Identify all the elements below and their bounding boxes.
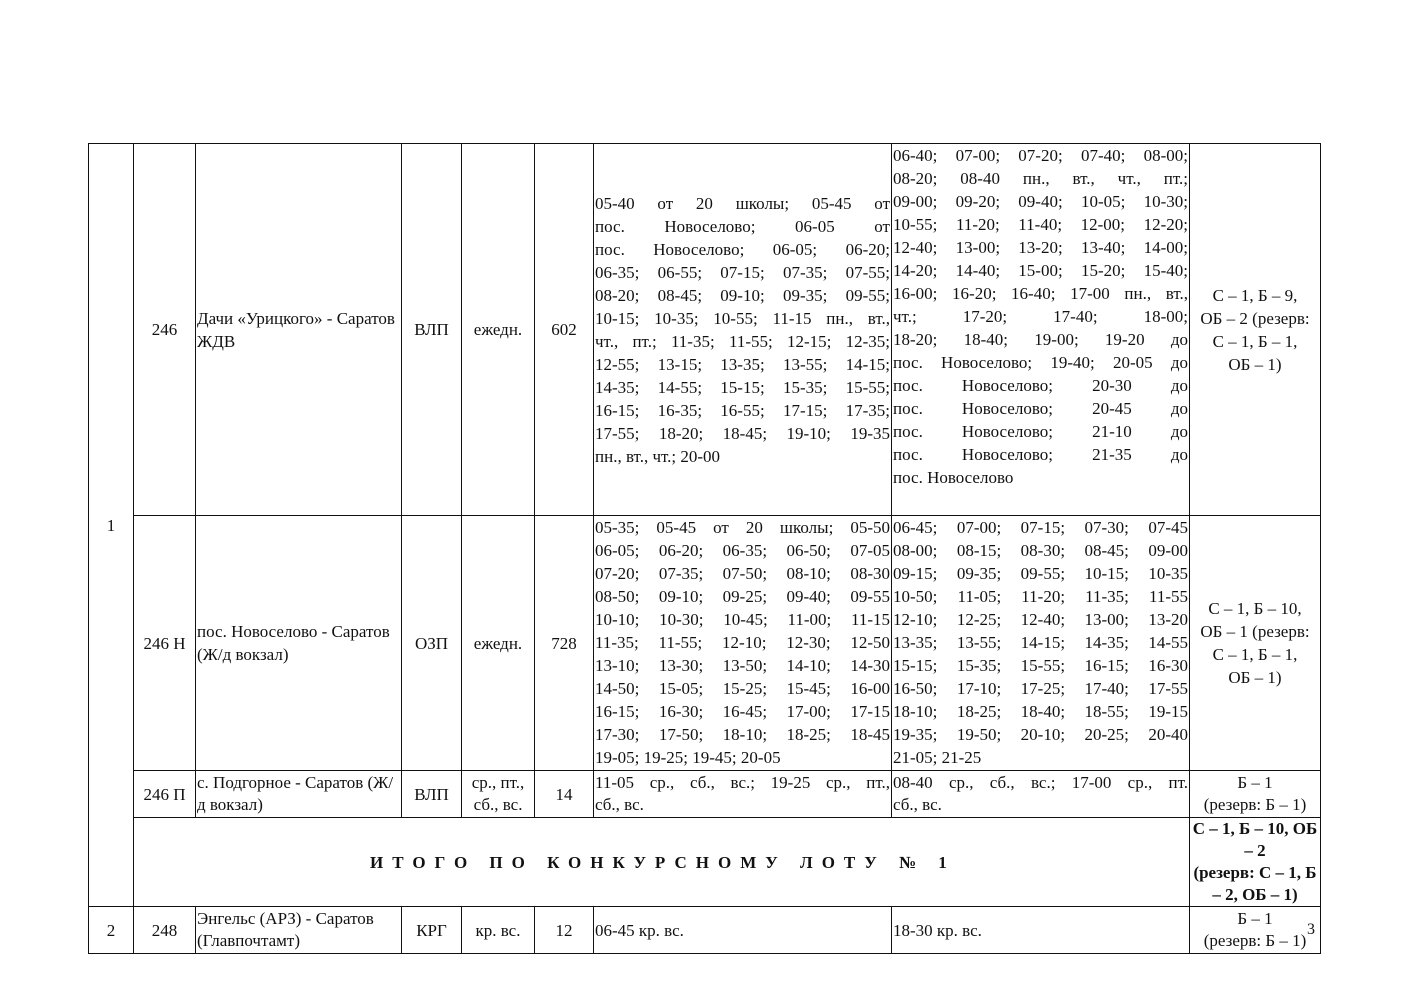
route-kind-cell: ОЗП [402, 516, 462, 771]
timetable-line: 21-05; 21-25 [893, 748, 982, 767]
timetable-line: 09-00; 09-20; 09-40; 10-05; 10-30; [893, 192, 1188, 211]
timetable-line: 10-55; 11-20; 11-40; 12-00; 12-20; [893, 215, 1188, 234]
timetable-line: 17-30; 17-50; 18-10; 18-25; 18-45 [595, 725, 890, 744]
departures-to-cell: 18-30 кр. вс. [892, 907, 1190, 954]
route-name-cell: с. Подгорное - Саратов (Ж/д вокзал) [196, 771, 402, 818]
total-label-text: ИТОГО ПО КОНКУРСНОМУ ЛОТУ № 1 [370, 852, 956, 872]
timetable-line: 08-00; 08-15; 08-30; 08-45; 09-00 [893, 541, 1188, 560]
route-kind-cell: ВЛП [402, 771, 462, 818]
days-cell: ежедн. [462, 516, 535, 771]
timetable-line: 16-15; 16-35; 16-55; 17-15; 17-35; [595, 400, 890, 420]
timetable-line: 18-20; 18-40; 19-00; 19-20 до [893, 330, 1188, 349]
timetable-line: 07-20; 07-35; 07-50; 08-10; 08-30 [595, 564, 890, 583]
timetable-line: 06-45; 07-00; 07-15; 07-30; 07-45 [893, 518, 1188, 537]
timetable-line: 05-35; 05-45 от 20 школы; 05-50 [595, 518, 890, 537]
vehicles-line: С – 1, Б – 1, [1212, 331, 1298, 351]
timetable-line: пос. Новоселово; 06-05 от [595, 216, 890, 236]
table-row [89, 907, 1321, 954]
route-number-cell: 246 [134, 144, 196, 516]
timetable-line: 14-35; 14-55; 15-15; 15-35; 15-55; [595, 377, 890, 397]
route-name-cell: Дачи «Урицкого» - Саратов ЖДВ [196, 144, 402, 516]
vehicles-line: С – 1, Б – 10, ОБ – 2 [1192, 819, 1318, 860]
timetable-line: 10-50; 11-05; 11-20; 11-35; 11-55 [893, 587, 1188, 606]
vehicles-line: С – 1, Б – 9, [1212, 285, 1298, 305]
route-name-cell: пос. Новоселово - Саратов (Ж/д вокзал) [196, 516, 402, 771]
days-cell: ежедн. [462, 144, 535, 516]
timetable-line: 11-05 ср., сб., вс.; 19-25 ср., пт., [595, 773, 890, 792]
timetable-line: 16-50; 17-10; 17-25; 17-40; 17-55 [893, 679, 1188, 698]
timetable-line: чт.; 17-20; 17-40; 18-00; [893, 307, 1188, 326]
timetable-line: 06-40; 07-00; 07-20; 07-40; 08-00; [893, 146, 1188, 165]
timetable-line: 08-40 ср., сб., вс.; 17-00 ср., пт. [893, 773, 1188, 792]
timetable-line: пос. Новоселово; 20-30 до [893, 376, 1188, 395]
departures-from-cell [594, 144, 892, 516]
departures-from-cell: 06-45 кр. вс. [594, 907, 892, 954]
vehicles-line: Б – 1 [1237, 909, 1273, 928]
timetable-line: пос. Новоселово; 21-35 до [893, 445, 1188, 464]
days-cell: ср., пт., сб., вс. [462, 771, 535, 818]
timetable-line: 05-40 от 20 школы; 05-45 от [595, 193, 890, 213]
timetable-line: 16-15; 16-30; 16-45; 17-00; 17-15 [595, 702, 890, 721]
vehicles-line: ОБ – 1) [1228, 354, 1282, 374]
total-row [89, 818, 1321, 907]
lot-number-cell: 1 [89, 144, 134, 907]
vehicles-line: (резерв: С – 1, Б – 2, ОБ – 1) [1193, 863, 1317, 904]
timetable-line: 14-50; 15-05; 15-25; 15-45; 16-00 [595, 679, 890, 698]
timetable-line: 16-00; 16-20; 16-40; 17-00 пн., вт., [893, 284, 1188, 303]
timetable-line: 08-50; 09-10; 09-25; 09-40; 09-55 [595, 587, 890, 606]
timetable-line: 15-15; 15-35; 15-55; 16-15; 16-30 [893, 656, 1188, 675]
timetable-line: 06-05; 06-20; 06-35; 06-50; 07-05 [595, 541, 890, 560]
timetable-line: пн., вт., чт.; 20-00 [595, 446, 721, 466]
timetable-line: 08-20; 08-40 пн., вт., чт., пт.; [893, 169, 1188, 188]
total-vehicles-cell [1190, 818, 1321, 907]
route-kind-cell: ВЛП [402, 144, 462, 516]
timetable-line: пос. Новоселово; 20-45 до [893, 399, 1188, 418]
route-number-cell: 246 Н [134, 516, 196, 771]
trips-count-cell: 14 [535, 771, 594, 818]
trips-count-cell: 728 [535, 516, 594, 771]
timetable-line: пос. Новоселово [893, 468, 1014, 487]
timetable-line: пос. Новоселово; 19-40; 20-05 до [893, 353, 1188, 372]
departures-to-cell [892, 516, 1190, 771]
vehicles-line: С – 1, Б – 1, [1212, 645, 1298, 664]
route-number-cell: 248 [134, 907, 196, 954]
timetable-line: 12-55; 13-15; 13-35; 13-55; 14-15; [595, 354, 890, 374]
timetable-line: чт., пт.; 11-35; 11-55; 12-15; 12-35; [595, 331, 890, 351]
timetable-line: 18-10; 18-25; 18-40; 18-55; 19-15 [893, 702, 1188, 721]
timetable-line: 17-55; 18-20; 18-45; 19-10; 19-35 [595, 423, 890, 443]
vehicles-line: ОБ – 1) [1228, 668, 1282, 687]
timetable-line: 10-15; 10-35; 10-55; 11-15 пн., вт., [595, 308, 890, 328]
timetable-line: 12-10; 12-25; 12-40; 13-00; 13-20 [893, 610, 1188, 629]
timetable-line: 14-20; 14-40; 15-00; 15-20; 15-40; [893, 261, 1188, 280]
route-kind-cell: КРГ [402, 907, 462, 954]
departures-from-cell [594, 516, 892, 771]
timetable-line: 19-05; 19-25; 19-45; 20-05 [595, 748, 781, 767]
total-label [134, 818, 956, 907]
timetable-line: 13-10; 13-30; 13-50; 14-10; 14-30 [595, 656, 890, 675]
timetable-line: 13-35; 13-55; 14-15; 14-35; 14-55 [893, 633, 1188, 652]
timetable-line: пос. Новоселово; 06-05; 06-20; [595, 239, 890, 259]
timetable-line: 11-35; 11-55; 12-10; 12-30; 12-50 [595, 633, 890, 652]
trips-count-cell: 602 [535, 144, 594, 516]
vehicles-line: (резерв: Б – 1) [1203, 931, 1307, 950]
vehicles-cell [1190, 144, 1321, 516]
vehicles-line: (резерв: Б – 1) [1203, 795, 1307, 814]
route-number-cell: 246 П [134, 771, 196, 818]
vehicles-cell [1190, 907, 1321, 954]
vehicles-line: ОБ – 1 (резерв: [1200, 622, 1310, 641]
timetable-line: сб., вс. [893, 795, 942, 814]
timetable-line: 19-35; 19-50; 20-10; 20-25; 20-40 [893, 725, 1188, 744]
departures-to-cell [892, 771, 1190, 818]
lot-number-cell: 2 [89, 907, 134, 954]
table-row [89, 144, 1321, 516]
vehicles-cell [1190, 771, 1321, 818]
timetable-line: 10-10; 10-30; 10-45; 11-00; 11-15 [595, 610, 890, 629]
timetable-line: 08-20; 08-45; 09-10; 09-35; 09-55; [595, 285, 890, 305]
vehicles-line: С – 1, Б – 10, [1208, 599, 1302, 618]
timetable-line: 09-15; 09-35; 09-55; 10-15; 10-35 [893, 564, 1188, 583]
timetable-line: сб., вс. [595, 795, 644, 814]
schedule-table [88, 143, 1321, 954]
departures-from-cell [594, 771, 892, 818]
timetable-line: 06-35; 06-55; 07-15; 07-35; 07-55; [595, 262, 890, 282]
departures-to-cell [892, 144, 1190, 516]
vehicles-line: ОБ – 2 (резерв: [1200, 308, 1310, 328]
page-number: 3 [1307, 921, 1315, 938]
trips-count-cell: 12 [535, 907, 594, 954]
days-cell: кр. вс. [462, 907, 535, 954]
table-row [89, 771, 1321, 818]
vehicles-line: Б – 1 [1237, 773, 1273, 792]
vehicles-cell [1190, 516, 1321, 771]
timetable-line: пос. Новоселово; 21-10 до [893, 422, 1188, 441]
route-name-cell: Энгельс (АРЗ) - Саратов (Главпочтамт) [196, 907, 402, 954]
table-row [89, 516, 1321, 771]
timetable-line: 12-40; 13-00; 13-20; 13-40; 14-00; [893, 238, 1188, 257]
